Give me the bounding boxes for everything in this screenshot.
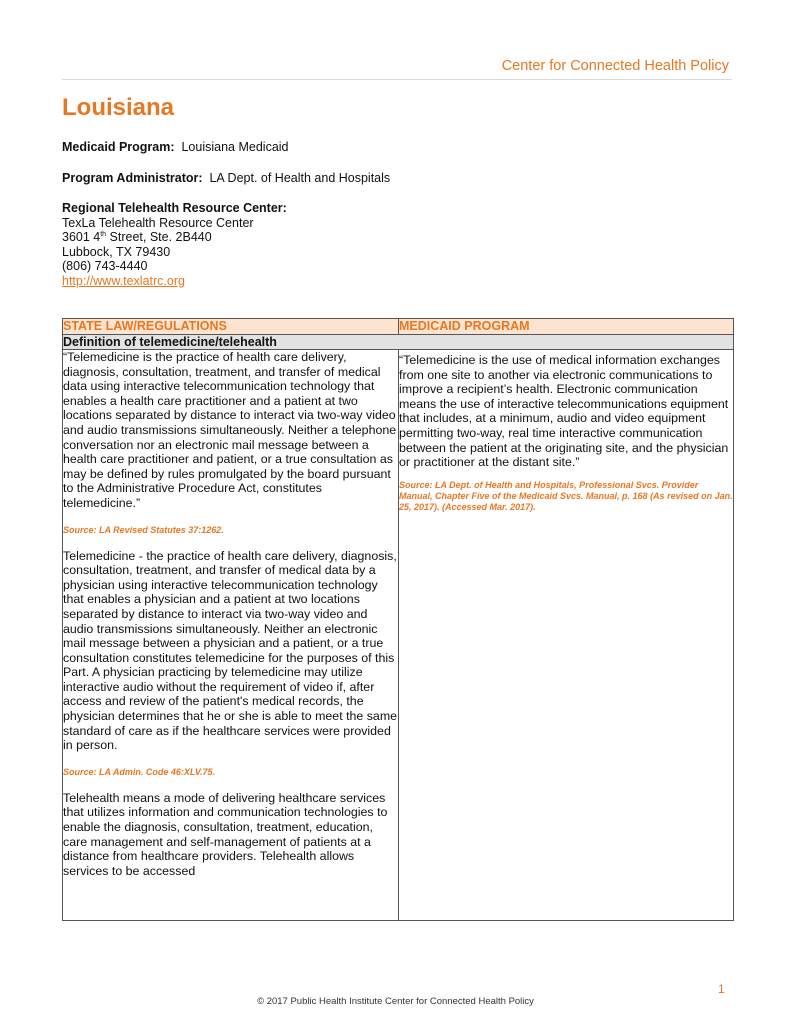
rtrc-name: TexLa Telehealth Resource Center — [62, 215, 254, 230]
state-law-source-1: Source: LA Revised Statutes 37:1262. — [63, 524, 224, 535]
table-header-row — [63, 319, 734, 335]
rtrc-street-rest: Street, Ste. 2B440 — [106, 230, 212, 245]
section-row — [63, 335, 734, 350]
table-row — [63, 350, 734, 921]
state-law-source-2: Source: LA Admin. Code 46:XLV.75. — [63, 766, 216, 777]
program-administrator-value: LA Dept. of Health and Hospitals — [209, 171, 391, 185]
state-law-paragraph-1: “Telemedicine is the practice of health care delivery, diagnosis, consultation, treatment, and transfer of medical data using interactive telecommunication technology that enables a health care practitioner and a patient at two locations separated by distance to interact via two-way video and audio transmissions simultaneously. Neither a telephone conversation nor an electronic mail message between a health care practitioner and patient, or a true consultation as may be defined by rules promulgated by the board pursuant to the Administrative Procedure Act, constitutes telemedicine.” — [63, 350, 397, 510]
section-title: Definition of telemedicine/telehealth — [63, 335, 734, 350]
state-law-cell — [63, 350, 399, 921]
medicaid-program-line — [62, 140, 289, 155]
col-header-medicaid: MEDICAID PROGRAM — [399, 319, 734, 335]
medicaid-source-1: Source: LA Dept. of Health and Hospitals, Professional Svcs. Provider Manual, Chapter Five of the Medicaid Svcs. Manual, p. 168 (As revised on Jan. 25, 2017). (Accessed Mar. 2017). — [399, 479, 733, 512]
rtrc-street — [62, 230, 287, 245]
rtrc-block — [62, 201, 287, 289]
page-title: Louisiana — [62, 94, 175, 121]
policy-table — [62, 318, 734, 921]
header-divider — [62, 79, 732, 80]
medicaid-cell — [399, 350, 734, 921]
col-header-state-law: STATE LAW/REGULATIONS — [63, 319, 399, 335]
medicaid-paragraph-1: “Telemedicine is the use of medical information exchanges from one site to another via electronic communications to improve a recipient’s health. Electronic communication means the use of interactive telecommunications equipment that includes, at a minimum, audio and video equipment permitting two-way, real time interactive communication between the patient at the originating site, and the physician or practitioner at the distant site.” — [399, 353, 729, 470]
state-law-paragraph-3: Telehealth means a mode of delivering healthcare services that utilizes information and communication technologies to enable the diagnosis, consultation, treatment, education, care management and self-management of patients at a distance from healthcare providers. Telehealth allows services to be accessed — [63, 790, 388, 878]
medicaid-program-label: Medicaid Program: — [62, 140, 175, 154]
rtrc-street-ordinal: th — [100, 231, 107, 239]
program-administrator-label: Program Administrator: — [62, 171, 203, 185]
state-law-paragraph-2: Telemedicine - the practice of health care delivery, diagnosis, consultation, treatment, and transfer of medical data by a physician using interactive telecommunication technology that enables a physician and a patient at two locations separated by distance to interact via two-way video and audio transmissions simultaneously. Neither an electronic mail message between a physician and a patient, or a true consultation constitutes telemedicine for the purposes of this Part. A physician practicing by telemedicine may utilize interactive audio without the requirement of video if, after access and review of the patient's medical records, the physician determines that he or she is able to meet the same standard of care as if the healthcare services were provided in person. — [63, 548, 398, 753]
rtrc-url-link[interactable]: http://www.texlatrc.org — [62, 273, 185, 288]
header-org-name: Center for Connected Health Policy — [501, 58, 729, 74]
rtrc-label: Regional Telehealth Resource Center: — [62, 201, 287, 215]
program-administrator-line — [62, 171, 390, 186]
rtrc-phone: (806) 743-4440 — [62, 259, 148, 274]
page-number: 1 — [718, 982, 725, 996]
footer-copyright: © 2017 Public Health Institute Center for Connected Health Policy — [257, 996, 534, 1007]
rtrc-city: Lubbock, TX 79430 — [62, 244, 171, 259]
rtrc-street-number: 3601 4 — [62, 230, 101, 245]
medicaid-program-value: Louisiana Medicaid — [181, 140, 289, 154]
